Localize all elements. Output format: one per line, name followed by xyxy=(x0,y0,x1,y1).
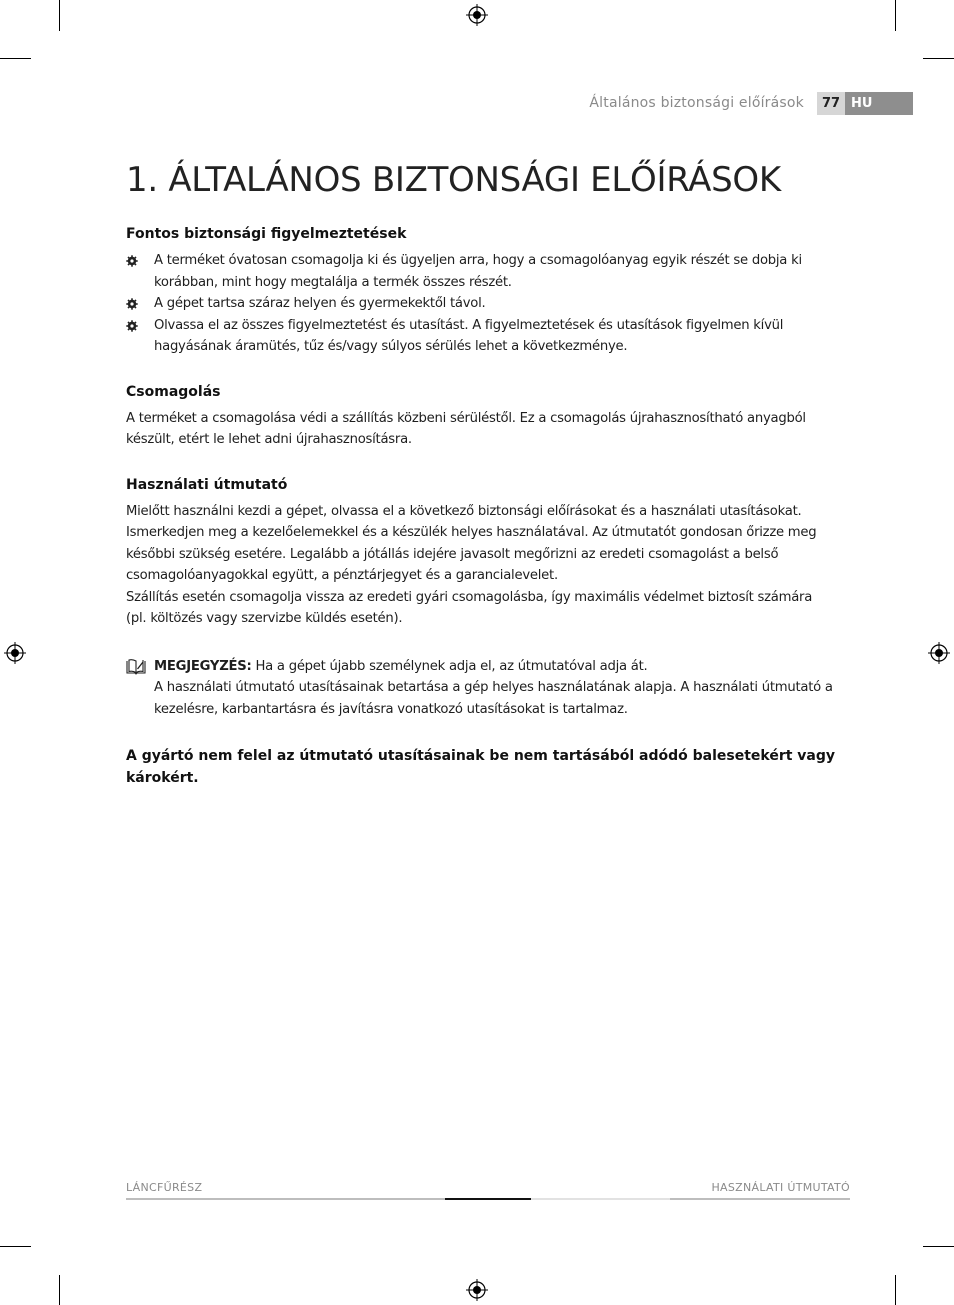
list-item xyxy=(126,293,836,315)
gear-bullet-icon xyxy=(126,298,138,310)
manual-text: Szállítás esetén csomagolja vissza az eredeti gyári csomagolásba, így maximális védelmet biztosít számára (pl. költözés vagy szervizbe küldés esetén). xyxy=(126,589,813,626)
list-item-text: Olvassa el az összes figyelmeztetést és utasítást. A figyelmeztetések és utasítások figyelmen kívül hagyásának áramütés, tűz és/vagy súlyos sérülés lehet a következménye. xyxy=(154,317,784,354)
footer-rule-accent xyxy=(445,1198,531,1200)
crop-mark xyxy=(923,58,954,59)
note-line: A használati útmutató utasításainak betartása a gép helyes használatának alapja. A használati útmutató a kezelésre, karbantartásra és javításra vonatkozó utasításokat is tartalmaz. xyxy=(154,680,833,717)
crop-mark xyxy=(0,1246,31,1247)
footer-rule xyxy=(126,1198,445,1200)
note-label: MEGJEGYZÉS: xyxy=(154,658,252,674)
language-code: HU xyxy=(845,92,913,115)
crop-mark xyxy=(895,1275,896,1305)
list-item-text: A gépet tartsa száraz helyen és gyermekektől távol. xyxy=(154,296,486,311)
footer-rule xyxy=(531,1198,670,1200)
page-title: 1. ÁLTALÁNOS BIZTONSÁGI ELŐÍRÁSOK xyxy=(126,160,781,200)
footer-rule xyxy=(670,1198,850,1200)
crop-mark xyxy=(59,1275,60,1305)
main-content xyxy=(126,160,836,789)
manual-text: Mielőtt használni kezdi a gépet, olvassa el a következő biztonsági előírásokat és a használati utasításokat. Ismerkedjen meg a kezelőelemekkel és a készülék helyes használatával. Az útmutatót gondosan őrizze meg későbbi szükség esetére. Legalább a jótállás idejére javasolt megőrizni az eredeti csomagolást a belső csomagolóanyagokkal együtt, a pénztárjegyet és a garancialevelet. xyxy=(126,503,817,583)
packaging-heading: Csomagolás xyxy=(126,383,221,400)
registration-mark-icon xyxy=(466,4,488,26)
list-item xyxy=(126,250,836,293)
gear-bullet-icon xyxy=(126,320,138,332)
note-text: Ha a gépet újabb személynek adja el, az útmutatóval adja át. xyxy=(251,658,648,674)
list-item xyxy=(126,315,836,358)
safety-heading: Fontos biztonsági figyelmeztetések xyxy=(126,226,407,242)
note-block xyxy=(126,656,836,721)
registration-mark-icon xyxy=(466,1279,488,1301)
gear-bullet-icon xyxy=(126,255,138,267)
crop-mark xyxy=(0,58,31,59)
packaging-section xyxy=(126,384,836,451)
crop-mark xyxy=(923,1246,954,1247)
footer-right: HASZNÁLATI ÚTMUTATÓ xyxy=(711,1181,850,1194)
registration-mark-icon xyxy=(928,642,950,664)
list-item-text: A terméket óvatosan csomagolja ki és ügyeljen arra, hogy a csomagolóanyag egyik részét se dobja ki korábban, mint hogy megtalálja a termék összes részét. xyxy=(154,253,802,290)
crop-mark xyxy=(59,0,60,31)
manual-section xyxy=(126,477,836,630)
packaging-text: A terméket a csomagolása védi a szállítás közbeni sérüléstől. Ez a csomagolás újrahasznosítható anyagból készült, etért le lehet adni újrahasznosításra. xyxy=(126,410,806,447)
page-number: 77 xyxy=(817,92,845,115)
note-line xyxy=(154,656,836,678)
registration-mark-icon xyxy=(4,642,26,664)
manual-heading: Használati útmutató xyxy=(126,476,288,493)
disclaimer: A gyártó nem felel az útmutató utasításainak be nem tartásából adódó balesetekért vagy károkért. xyxy=(126,748,836,786)
page-tab xyxy=(817,92,913,115)
safety-list xyxy=(126,250,836,358)
book-note-icon xyxy=(126,659,146,675)
crop-mark xyxy=(895,0,896,31)
footer-left: LÁNCFŰRÉSZ xyxy=(126,1181,203,1194)
running-title: Általános biztonsági előírások xyxy=(589,95,804,111)
